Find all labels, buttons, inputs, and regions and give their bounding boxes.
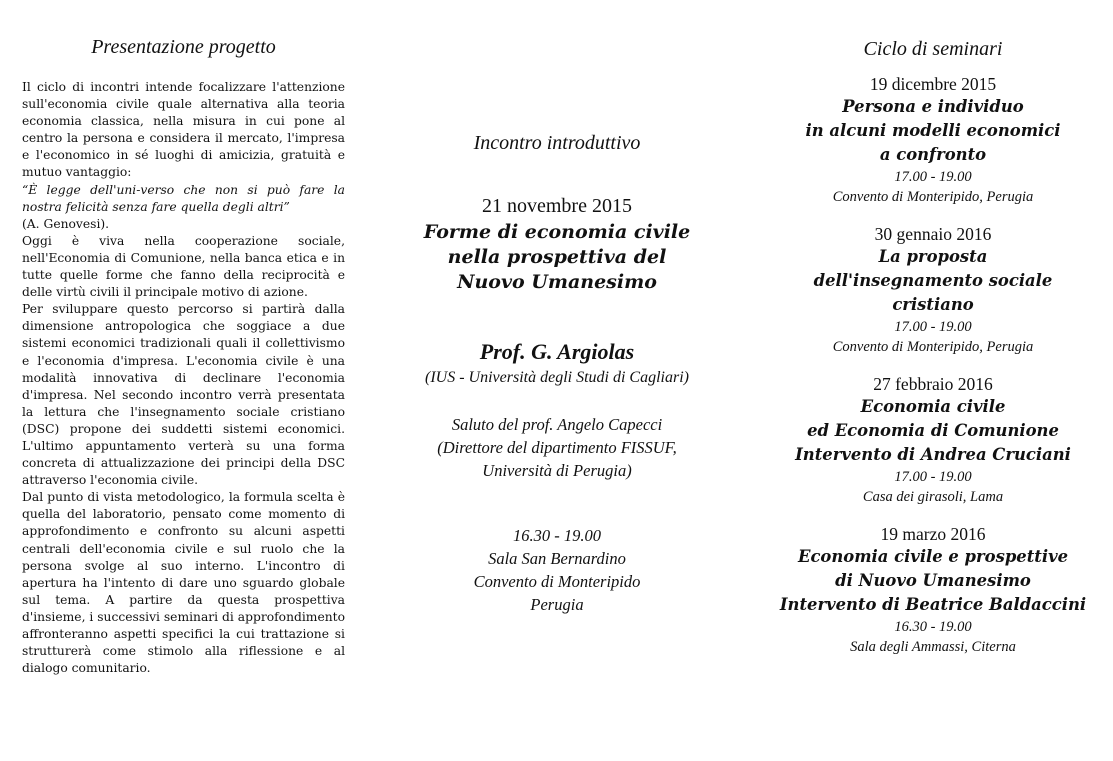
seminar-cycle-heading: Ciclo di seminari bbox=[863, 38, 1003, 60]
seminar-date: 19 dicembre 2015 bbox=[869, 74, 997, 94]
seminar-title bbox=[760, 95, 1106, 167]
intro-city: Perugia bbox=[530, 595, 584, 614]
seminar-title bbox=[760, 245, 1106, 317]
intro-title-line: Nuovo Umanesimo bbox=[457, 271, 657, 293]
greeting-line: Saluto del prof. Angelo Capecci bbox=[451, 415, 663, 434]
seminar-title-line: Intervento di Andrea Cruciani bbox=[795, 445, 1071, 464]
seminar-place: Casa dei girasoli, Lama bbox=[862, 489, 1004, 505]
seminar-place: Convento di Monteripido, Perugia bbox=[832, 189, 1034, 205]
intro-meeting-info bbox=[380, 524, 734, 616]
intro-meeting-title bbox=[380, 220, 734, 295]
intro-meeting-date: 21 novembre 2015 bbox=[482, 195, 632, 217]
seminar-title-line: Economia civile e prospettive bbox=[797, 547, 1069, 566]
seminar-title-line: Persona e individuo bbox=[842, 97, 1024, 116]
paragraph-today: Oggi è viva nella cooperazione sociale, nell'Economia di Comunione, nella banca etica e in tutte quelle forme che fanno della reciprocità e delle virtù civili il principale motivo di azione. bbox=[22, 233, 345, 300]
intro-venue: Sala San Bernardino bbox=[488, 549, 626, 568]
intro-time: 16.30 - 19.00 bbox=[513, 526, 601, 545]
paragraph-intro: Il ciclo di incontri intende focalizzare l'attenzione sull'economia civile quale alternativa alla teoria economia classica, nella misura in cui pone al centro la persona e considera il mercato, l'impresa e l'economico in sé luoghi di amicizia, gratuità e mutuo vantaggio: bbox=[22, 80, 345, 180]
seminar-date: 27 febbraio 2016 bbox=[873, 374, 993, 394]
seminar-date: 30 gennaio 2016 bbox=[874, 224, 992, 244]
seminar-item bbox=[760, 73, 1106, 207]
seminar-date: 19 marzo 2016 bbox=[880, 524, 986, 544]
seminar-title-line: ed Economia di Comunione bbox=[807, 421, 1059, 440]
intro-title-line: Forme di economia civile bbox=[423, 221, 691, 243]
seminar-time: 17.00 - 19.00 bbox=[894, 169, 972, 185]
seminar-time: 17.00 - 19.00 bbox=[894, 319, 972, 335]
seminar-title-line: a confronto bbox=[879, 145, 987, 164]
greeting bbox=[380, 413, 734, 482]
speaker-name: Prof. G. Argiolas bbox=[479, 339, 635, 364]
seminar-item bbox=[760, 373, 1106, 507]
seminar-title bbox=[760, 395, 1106, 467]
seminar-title-line: Economia civile bbox=[860, 397, 1006, 416]
intro-venue-building: Convento di Monteripido bbox=[473, 572, 641, 591]
left-column bbox=[22, 0, 345, 677]
greeting-line: (Direttore del dipartimento FISSUF, bbox=[437, 438, 677, 457]
project-description bbox=[22, 79, 345, 677]
intro-title-line: nella prospettiva del bbox=[447, 246, 667, 268]
seminar-title-line: La proposta bbox=[878, 247, 988, 266]
intro-meeting-heading: Incontro introduttivo bbox=[473, 132, 641, 154]
project-presentation-heading: Presentazione progetto bbox=[91, 36, 276, 58]
seminar-title-line: di Nuovo Umanesimo bbox=[835, 571, 1031, 590]
seminar-item bbox=[760, 223, 1106, 357]
seminar-title-line: dell'insegnamento sociale bbox=[813, 271, 1053, 290]
seminar-place: Convento di Monteripido, Perugia bbox=[832, 339, 1034, 355]
seminar-title-line: Intervento di Beatrice Baldaccini bbox=[779, 595, 1087, 614]
genovesi-quote: “È legge dell'uni-verso che non si può fare la nostra felicità senza fare quella degli altri” bbox=[22, 182, 345, 214]
seminar-title-line: cristiano bbox=[892, 295, 974, 314]
paragraph-method: Dal punto di vista metodologico, la formula scelta è quella del laboratorio, pensato come momento di approfondimento e confronto su alcuni aspetti centrali dell'economia civile e sul ruolo che la persona svolge al suo interno. L'incontro di apertura ha l'intento di dare uno sguardo globale sul tema. A partire da questa prospettiva d'insieme, i successivi seminari di approfondimento affronteranno aspetti specifici la cui trattazione si strutturerà come stimolo alla riflessione e al dialogo comunitario. bbox=[22, 490, 345, 676]
seminar-title bbox=[760, 545, 1106, 617]
seminar-item bbox=[760, 523, 1106, 657]
speaker-affiliation: (IUS - Università degli Studi di Cagliari) bbox=[425, 369, 689, 386]
seminar-time: 16.30 - 19.00 bbox=[894, 619, 972, 635]
right-column bbox=[760, 0, 1106, 657]
paragraph-path: Per sviluppare questo percorso si partirà dalla dimensione antropologica che soggiace a due sistemi economici tradizionali quali il collettivismo e l'economia d'impresa. L'economia civile è una modalità innovativa di declinare l'economia d'impresa. Nel secondo incontro verrà presentata la lettura che l'insegnamento sociale cristiano (DSC) propone dei suddetti sistemi economici. L'ultimo appuntamento verterà su una forma concreta di attualizzazione dei principi della DSC attraverso l'economia civile. bbox=[22, 302, 345, 488]
middle-column bbox=[380, 0, 734, 616]
seminar-title-line: in alcuni modelli economici bbox=[805, 121, 1061, 140]
seminar-time: 17.00 - 19.00 bbox=[894, 469, 972, 485]
seminar-place: Sala degli Ammassi, Citerna bbox=[850, 639, 1016, 655]
greeting-line: Università di Perugia) bbox=[482, 461, 632, 480]
quote-attribution: (A. Genovesi). bbox=[22, 216, 110, 231]
